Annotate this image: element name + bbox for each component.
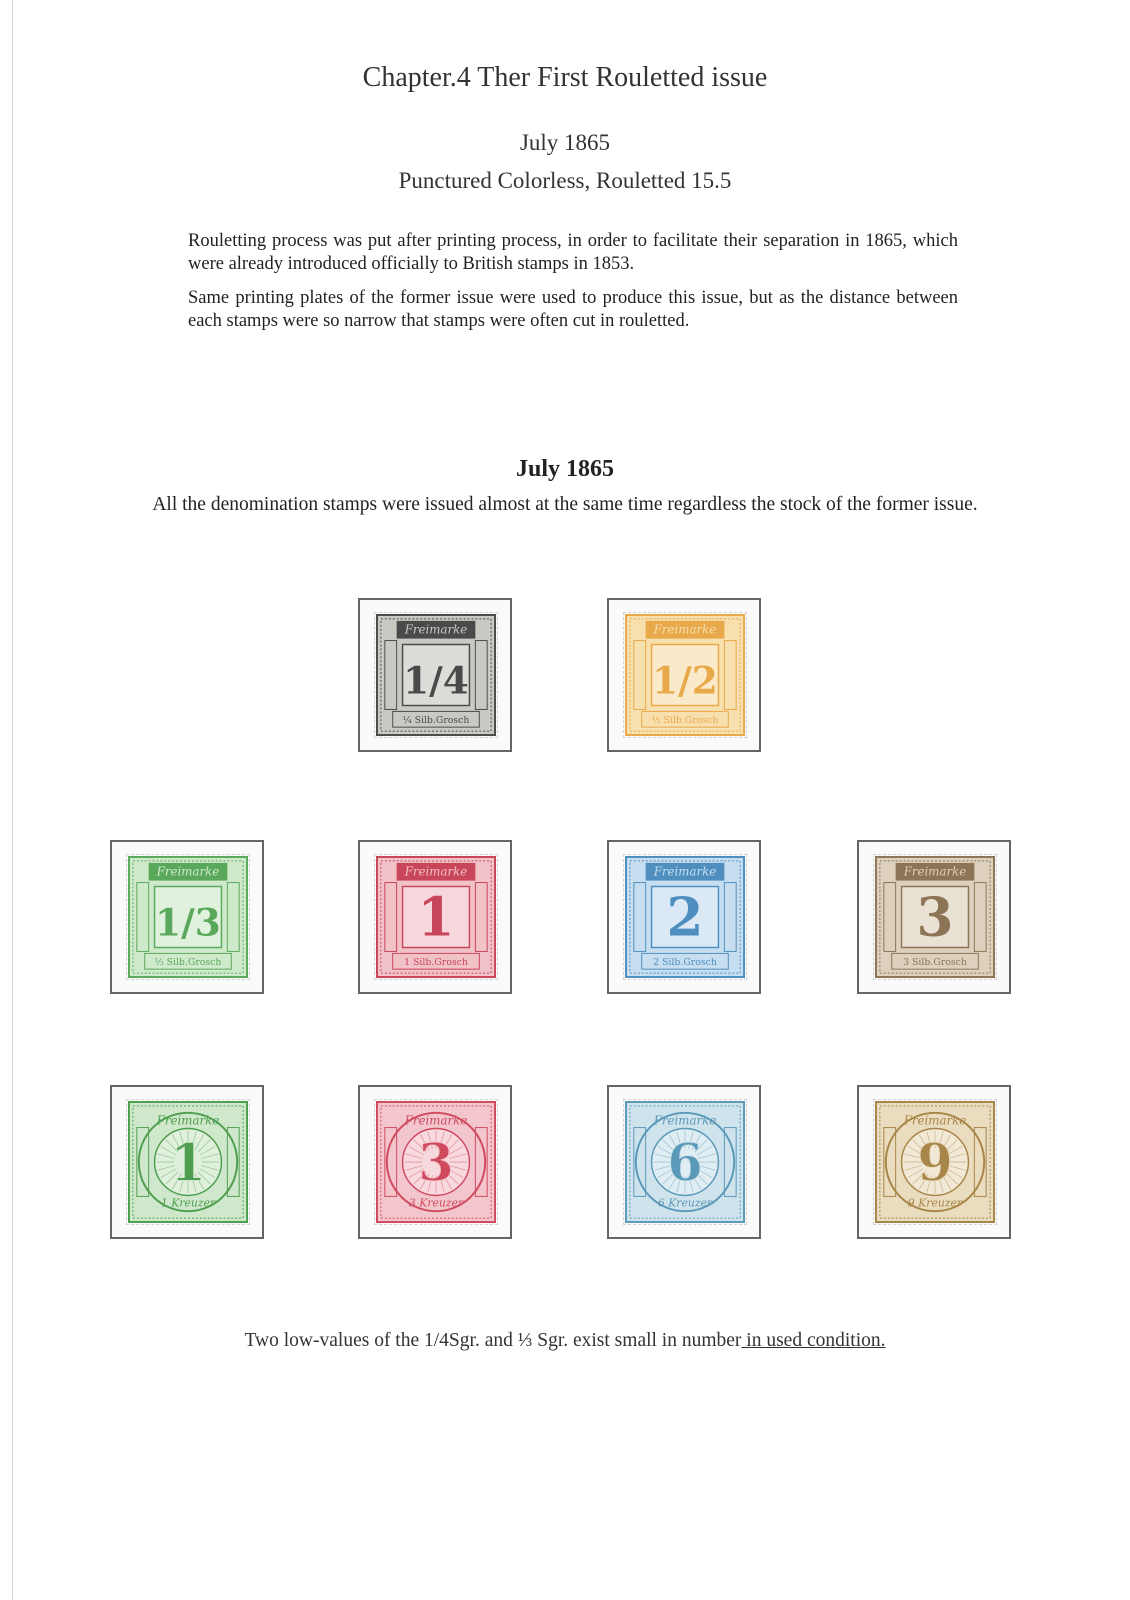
stamp-header-text: Freimarke xyxy=(404,622,468,637)
issue-date: July 1865 xyxy=(519,130,611,155)
stamp-header-text: Freimarke xyxy=(156,1113,220,1128)
stamp-numeral: 1/2 xyxy=(652,658,718,703)
section-date: July 1865 xyxy=(515,456,614,482)
stamp-header-text: Freimarke xyxy=(404,864,468,879)
stamp xyxy=(374,854,498,980)
stamp-mount xyxy=(358,840,512,994)
stamp-mount xyxy=(110,1085,264,1239)
stamp-footer-text: 1 Kreuzer xyxy=(160,1196,216,1210)
stamp-header-text: Freimarke xyxy=(653,622,717,637)
stamp-mount xyxy=(607,598,761,752)
stamp-image xyxy=(624,1100,746,1224)
stamp-numeral: 1 xyxy=(417,885,455,949)
stamp-footer-text: 2 Silb.Grosch xyxy=(653,957,717,969)
stamp-numeral: 1/4 xyxy=(403,658,469,703)
stamp-image xyxy=(874,1100,996,1224)
stamp-header-text: Freimarke xyxy=(156,864,220,879)
stamp-header-text: Freimarke xyxy=(404,1113,468,1128)
footer-note-underlined: in used condition. xyxy=(741,1330,886,1351)
stamp-mount xyxy=(857,840,1011,994)
page-margin-line xyxy=(12,0,13,1600)
stamp-footer-text: ¼ Silb.Grosch xyxy=(402,715,470,727)
stamp-footer-text: ⅓ Silb.Grosch xyxy=(154,957,222,969)
stamp-footer-text: 1 Silb.Grosch xyxy=(404,957,468,969)
stamp-numeral: 1/3 xyxy=(155,900,221,945)
stamp-image xyxy=(375,613,497,737)
issue-subtitle: Punctured Colorless, Rouletted 15.5 xyxy=(398,168,732,193)
stamp-image xyxy=(874,855,996,979)
stamp xyxy=(623,612,747,738)
stamp xyxy=(126,854,250,980)
stamp-image xyxy=(127,855,249,979)
stamp xyxy=(873,1099,997,1225)
stamp-header-text: Freimarke xyxy=(903,864,967,879)
footer-note xyxy=(0,1330,1130,1352)
stamp xyxy=(623,1099,747,1225)
stamp-footer-text: 9 Kreuzer xyxy=(907,1196,963,1210)
stamp xyxy=(623,854,747,980)
stamp-numeral: 3 xyxy=(916,885,954,949)
footer-note-main: Two low-values of the 1/4Sgr. and ⅓ Sgr. exist small in number xyxy=(244,1330,742,1351)
stamp-image xyxy=(375,855,497,979)
stamp-footer-text: ½ Silb.Grosch xyxy=(651,715,719,727)
stamp-header-text: Freimarke xyxy=(653,1113,717,1128)
stamp-numeral: 2 xyxy=(666,885,704,949)
stamp-mount xyxy=(607,840,761,994)
stamp xyxy=(374,1099,498,1225)
section-note: All the denomination stamps were issued almost at the same time regardless the stock of the former issue. xyxy=(152,494,978,515)
stamp-mount xyxy=(358,1085,512,1239)
stamp-image xyxy=(624,855,746,979)
page-title: Chapter.4 Ther First Rouletted issue xyxy=(362,62,768,93)
stamp-mount xyxy=(358,598,512,752)
stamp xyxy=(374,612,498,738)
stamp-numeral: 1 xyxy=(170,1133,206,1194)
stamp-footer-text: 3 Silb.Grosch xyxy=(903,957,967,969)
stamp-mount xyxy=(110,840,264,994)
stamp xyxy=(873,854,997,980)
stamp-numeral: 6 xyxy=(667,1133,703,1194)
stamp-image xyxy=(127,1100,249,1224)
stamp-image xyxy=(624,613,746,737)
stamp-footer-text: 6 Kreuzer xyxy=(657,1196,713,1210)
stamp-mount xyxy=(607,1085,761,1239)
stamp-image xyxy=(375,1100,497,1224)
intro-paragraph-1: Rouletting process was put after printing process, in order to facilitate their separation in 1865, which were already introduced officially to British stamps in 1853. xyxy=(188,231,958,274)
stamp-numeral: 9 xyxy=(917,1133,953,1194)
stamp-header-text: Freimarke xyxy=(653,864,717,879)
stamp-numeral: 3 xyxy=(418,1133,454,1194)
stamp-footer-text: 3 Kreuzer xyxy=(408,1196,464,1210)
stamp xyxy=(126,1099,250,1225)
intro-paragraph-2: Same printing plates of the former issue were used to produce this issue, but as the distance between each stamps were so narrow that stamps were often cut in rouletted. xyxy=(188,288,958,331)
stamp-header-text: Freimarke xyxy=(903,1113,967,1128)
stamp-mount xyxy=(857,1085,1011,1239)
